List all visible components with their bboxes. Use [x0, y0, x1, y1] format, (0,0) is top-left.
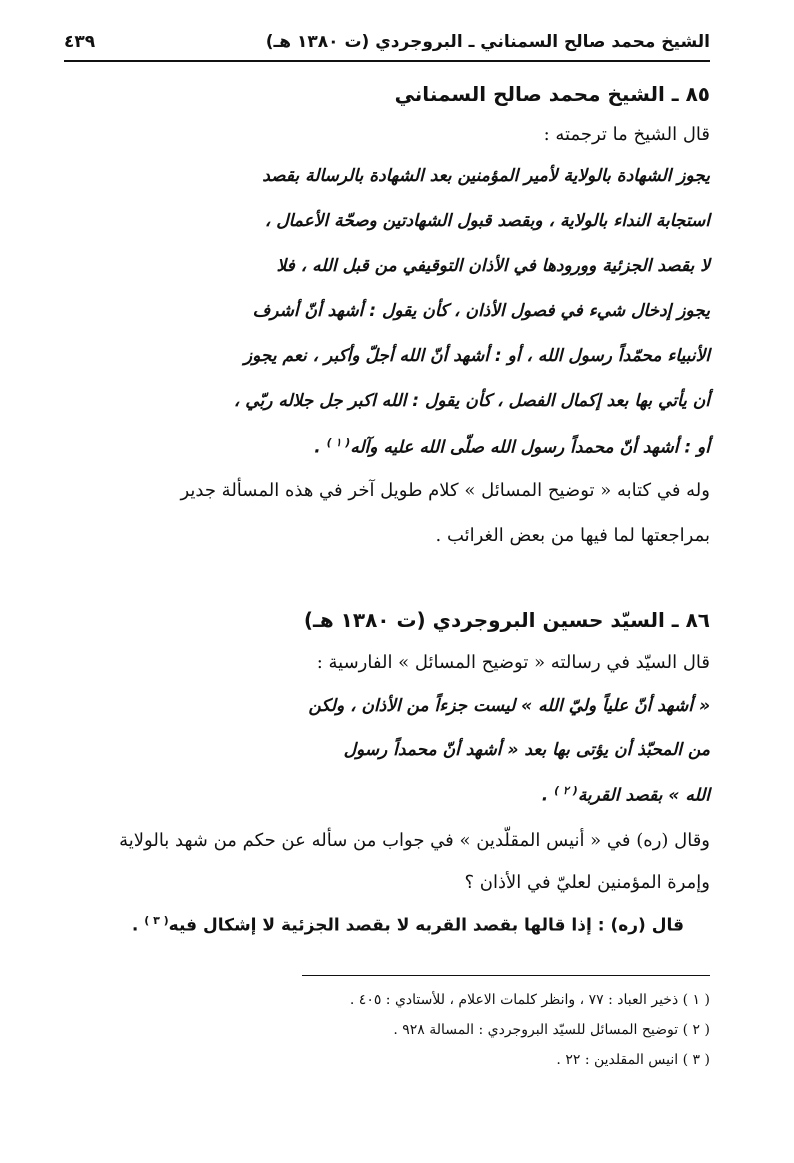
footnote-ref-3: ( ٣ )	[144, 914, 169, 927]
section-85-intro: قال الشيخ ما ترجمته :	[543, 124, 710, 145]
quote-line: الأنبياء محمّداً رسول الله ، أو : أشهد أنّ الله أجلّ وأكبر ، نعم يجوز	[243, 346, 710, 366]
quote-line: أن يأتي بها بعد إكمال الفصل ، كأن يقول : الله اكبر جل جلاله ربّي ،	[233, 391, 710, 411]
footnote: ( ٣ ) انيس المقلدين : ٢٢ .	[556, 1052, 710, 1068]
footnote-divider	[302, 975, 710, 976]
running-header	[64, 30, 710, 56]
answer-text: قال (ره) : إذا قالها بقصد القربه لا بقصد الجزئية لا إشكال فيه	[168, 915, 684, 936]
quote-line: يجوز الشهادة بالولاية لأمير المؤمنين بعد الشهادة بالرسالة بقصد	[262, 166, 710, 186]
paragraph-line: وله في كتابه « توضيح المسائل » كلام طويل آخر في هذه المسألة جدير	[180, 480, 710, 501]
page-number: ٤٣٩	[64, 32, 96, 52]
quote-line: لا بقصد الجزئية وورودها في الأذان التوقيفي من قبل الله ، فلا	[276, 256, 710, 276]
section-86-intro: قال السيّد في رسالته « توضيح المسائل » الفارسية :	[316, 652, 710, 673]
paragraph-line: وقال (ره) في « أنيس المقلّدين » في جواب من سأله عن حكم من شهد بالولاية	[119, 830, 710, 851]
footnote-ref-2: ( ٢ )	[554, 784, 578, 797]
quote-line: من المحبّذ أن يؤتى بها بعد « أشهد أنّ محمداً رسول	[343, 740, 710, 760]
paragraph-line: وإمرة المؤمنين لعليّ في الأذان ؟	[464, 872, 710, 893]
quote-line: يجوز إدخال شيء في فصول الأذان ، كأن يقول : أشهد أنّ أشرف	[252, 301, 710, 321]
quote-line-last: الله » بقصد القربة$^{( ٢ )}$ .	[541, 784, 710, 806]
footnote-ref-1: ( ١ )	[326, 436, 351, 449]
quote-line-text: الله » بقصد القربة	[577, 785, 710, 806]
running-header-title: الشيخ محمد صالح السمناني ـ البروجردي (ت ١٣٨٠ هـ)	[265, 32, 710, 52]
quote-line-last: أو : أشهد أنّ محمداً رسول الله صلّى الله عليه وآله$^{( ١ )}$ .	[314, 436, 710, 458]
footnote: ( ١ ) ذخير العباد : ٧٧ ، وانظر كلمات الاعلام ، للأستادي : ٤٠٥ .	[349, 992, 710, 1008]
answer-line: قال (ره) : إذا قالها بقصد القربه لا بقصد الجزئية لا إشكال فيه$^{( ٣ )}$ .	[131, 914, 684, 936]
paragraph-line: بمراجعتها لما فيها من بعض الغرائب .	[435, 525, 710, 546]
header-divider	[64, 60, 710, 62]
quote-line: « أشهد أنّ علياً وليّ الله » ليست جزءاً من الأذان ، ولكن	[308, 696, 710, 716]
section-85-heading: ٨٥ ـ الشيخ محمد صالح السمناني	[394, 82, 710, 106]
quote-line-text: أو : أشهد أنّ محمداً رسول الله صلّى الله عليه وآله	[350, 437, 710, 458]
section-86-heading: ٨٦ ـ السيّد حسين البروجردي (ت ١٣٨٠ هـ)	[303, 608, 710, 632]
quote-line: استجابة النداء بالولاية ، وبقصد قبول الشهادتين وصحّة الأعمال ،	[264, 211, 710, 231]
footnote: ( ٢ ) توضيح المسائل للسيّد البروجردي : المسالة ٩٢٨ .	[393, 1022, 710, 1038]
